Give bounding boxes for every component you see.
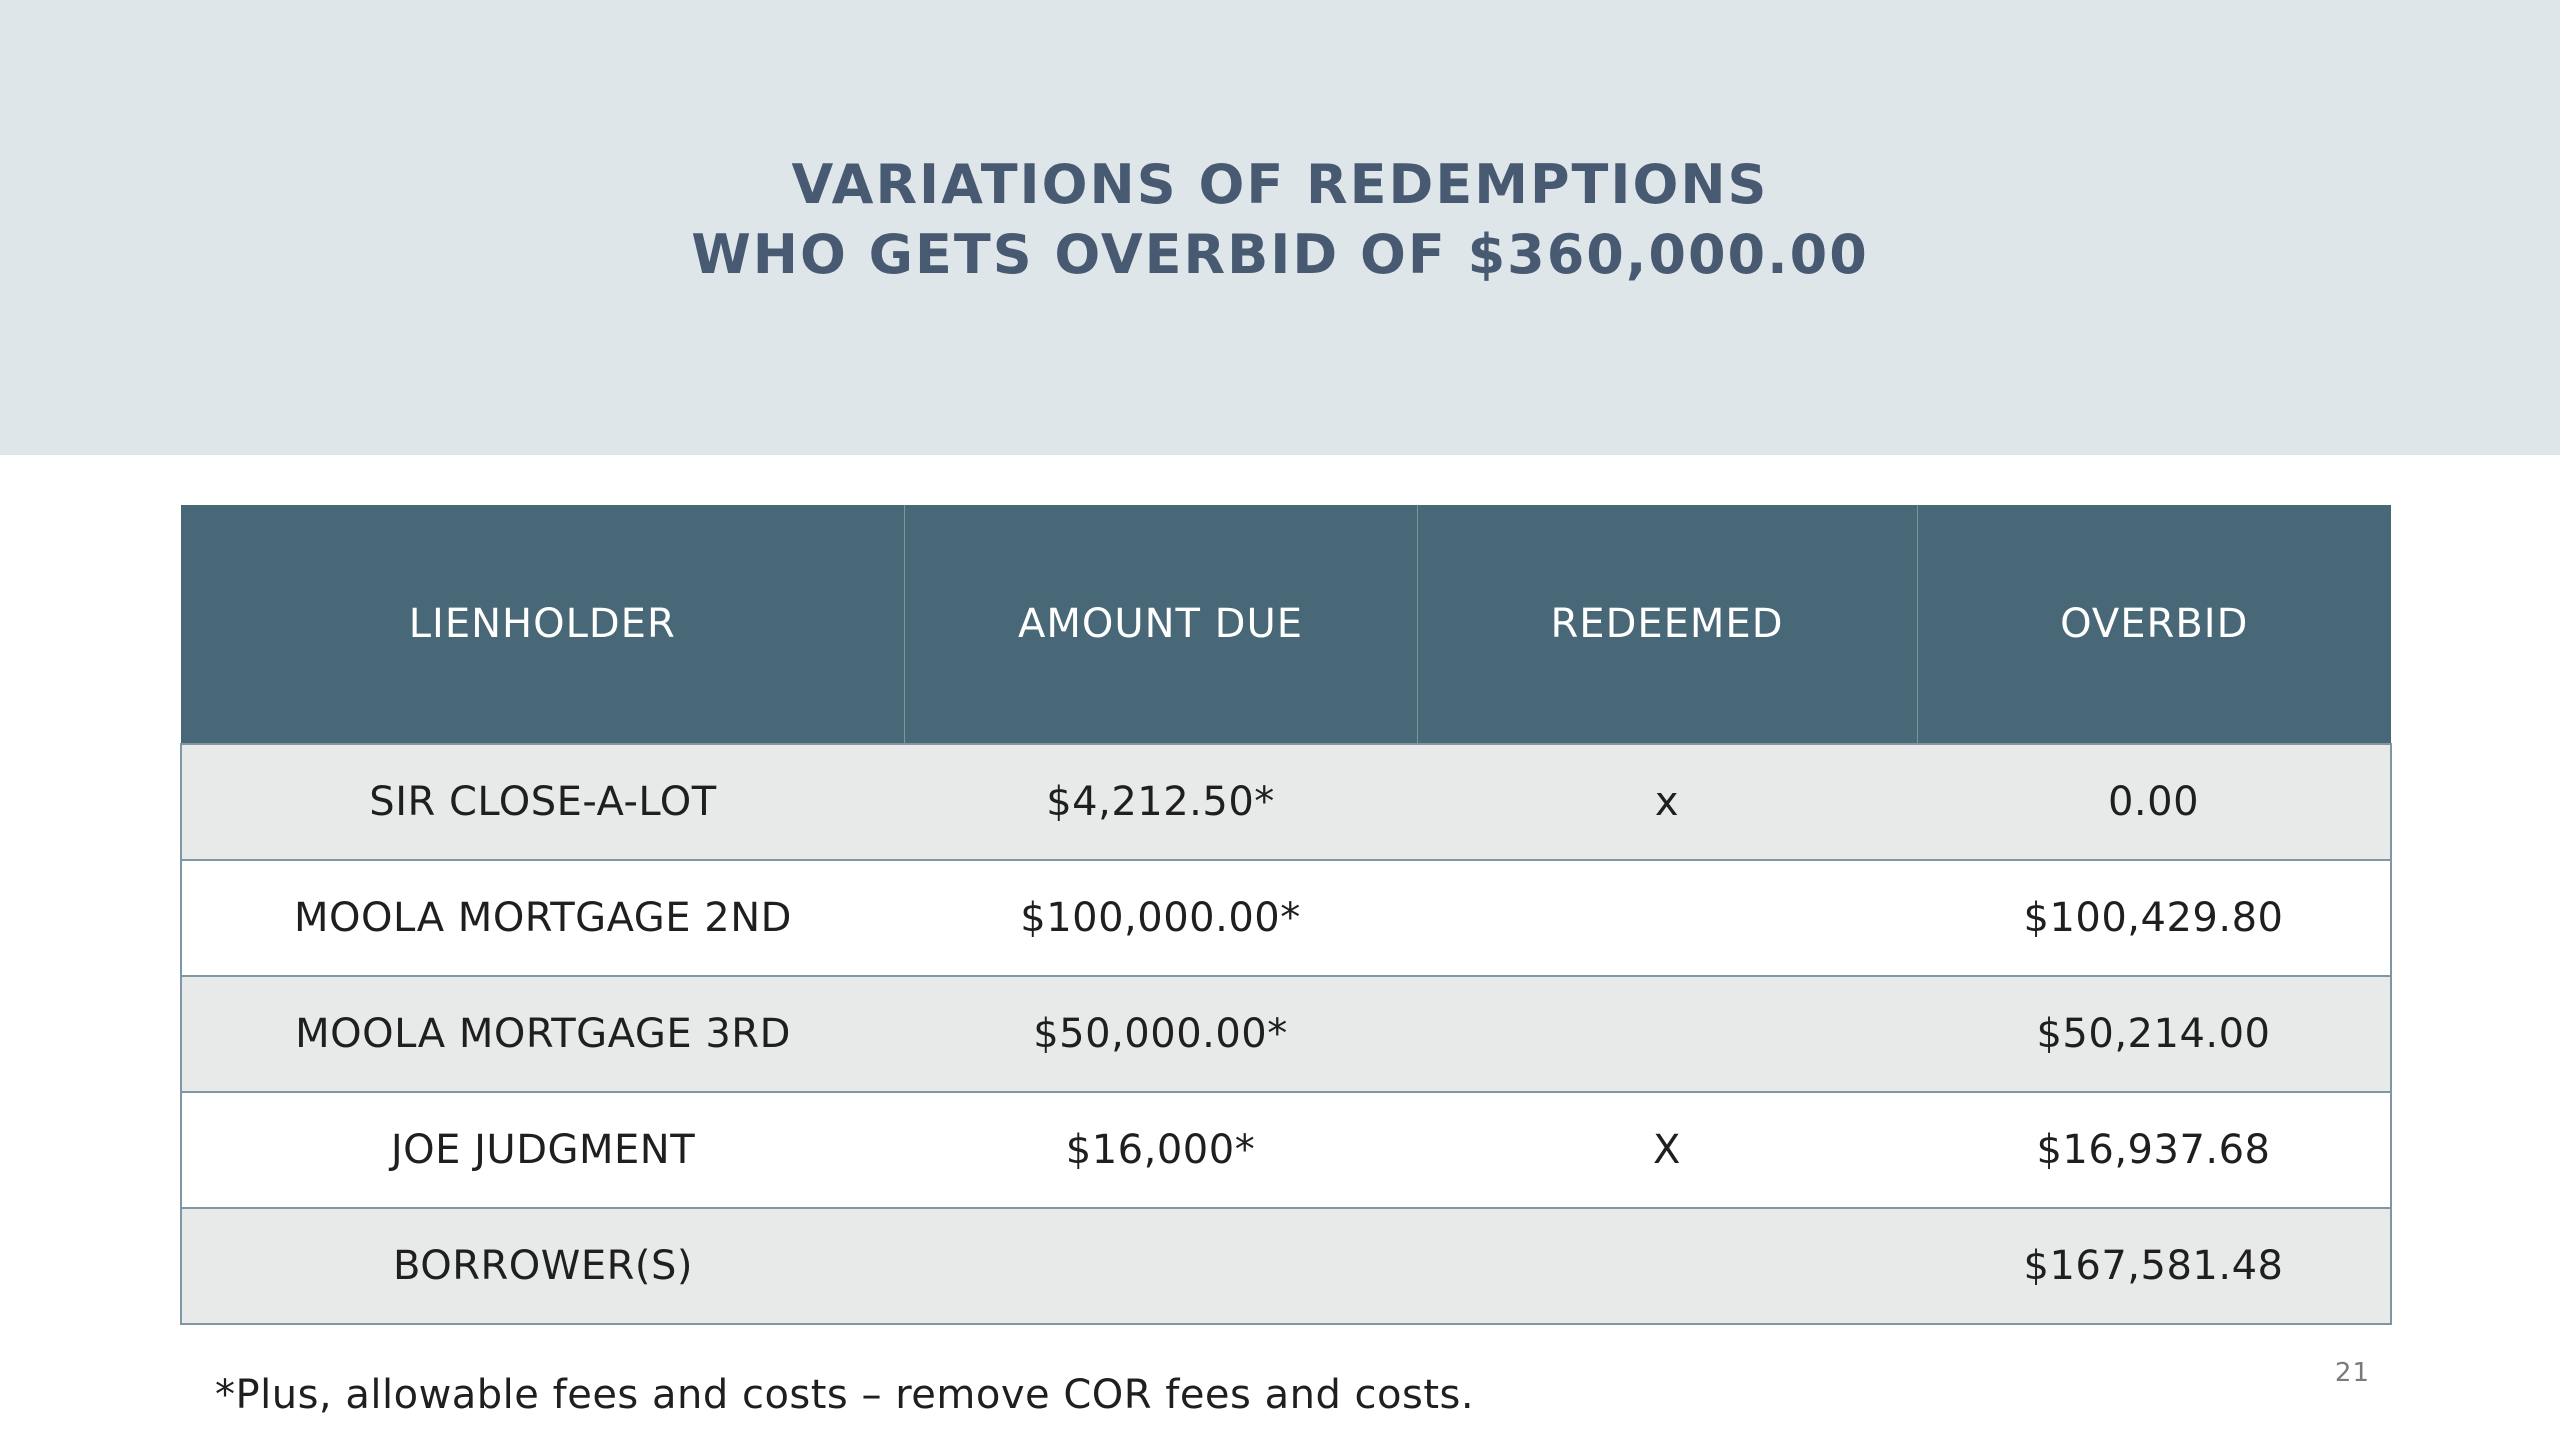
amount-due-cell: $16,000* <box>904 1092 1417 1208</box>
slide-title-line-1: VARIATIONS OF REDEMPTIONS <box>791 153 1769 216</box>
table-header-row <box>181 505 2391 744</box>
column-header-redeemed: REDEEMED <box>1417 505 1917 744</box>
lienholder-cell: SIR CLOSE-A-LOT <box>181 744 904 860</box>
lienholder-cell: JOE JUDGMENT <box>181 1092 904 1208</box>
table-row <box>181 1208 2391 1324</box>
lienholder-cell: MOOLA MORTGAGE 3RD <box>181 976 904 1092</box>
footnote: *Plus, allowable fees and costs – remove COR fees and costs. <box>215 1372 1475 1418</box>
overbid-cell: $167,581.48 <box>1917 1208 2391 1324</box>
column-header-amount-due: AMOUNT DUE <box>904 505 1417 744</box>
amount-due-cell: $100,000.00* <box>904 860 1417 976</box>
redeemed-cell: x <box>1417 744 1917 860</box>
table-row <box>181 1092 2391 1208</box>
lienholder-cell: BORROWER(S) <box>181 1208 904 1324</box>
amount-due-cell <box>904 1208 1417 1324</box>
table-row <box>181 860 2391 976</box>
column-header-overbid: OVERBID <box>1917 505 2391 744</box>
overbid-cell: $100,429.80 <box>1917 860 2391 976</box>
redemption-table <box>180 505 2390 1325</box>
page-number: 21 <box>2334 1358 2370 1388</box>
amount-due-cell: $4,212.50* <box>904 744 1417 860</box>
overbid-cell: 0.00 <box>1917 744 2391 860</box>
lienholder-cell: MOOLA MORTGAGE 2ND <box>181 860 904 976</box>
table-row <box>181 744 2391 860</box>
column-header-lienholder: LIENHOLDER <box>181 505 904 744</box>
redeemed-cell: X <box>1417 1092 1917 1208</box>
slide-title-line-2: WHO GETS OVERBID OF $360,000.00 <box>691 223 1869 286</box>
amount-due-cell: $50,000.00* <box>904 976 1417 1092</box>
overbid-cell: $50,214.00 <box>1917 976 2391 1092</box>
redeemed-cell <box>1417 976 1917 1092</box>
redeemed-cell <box>1417 1208 1917 1324</box>
redeemed-cell <box>1417 860 1917 976</box>
overbid-cell: $16,937.68 <box>1917 1092 2391 1208</box>
slide-title <box>0 150 2560 290</box>
table-row <box>181 976 2391 1092</box>
